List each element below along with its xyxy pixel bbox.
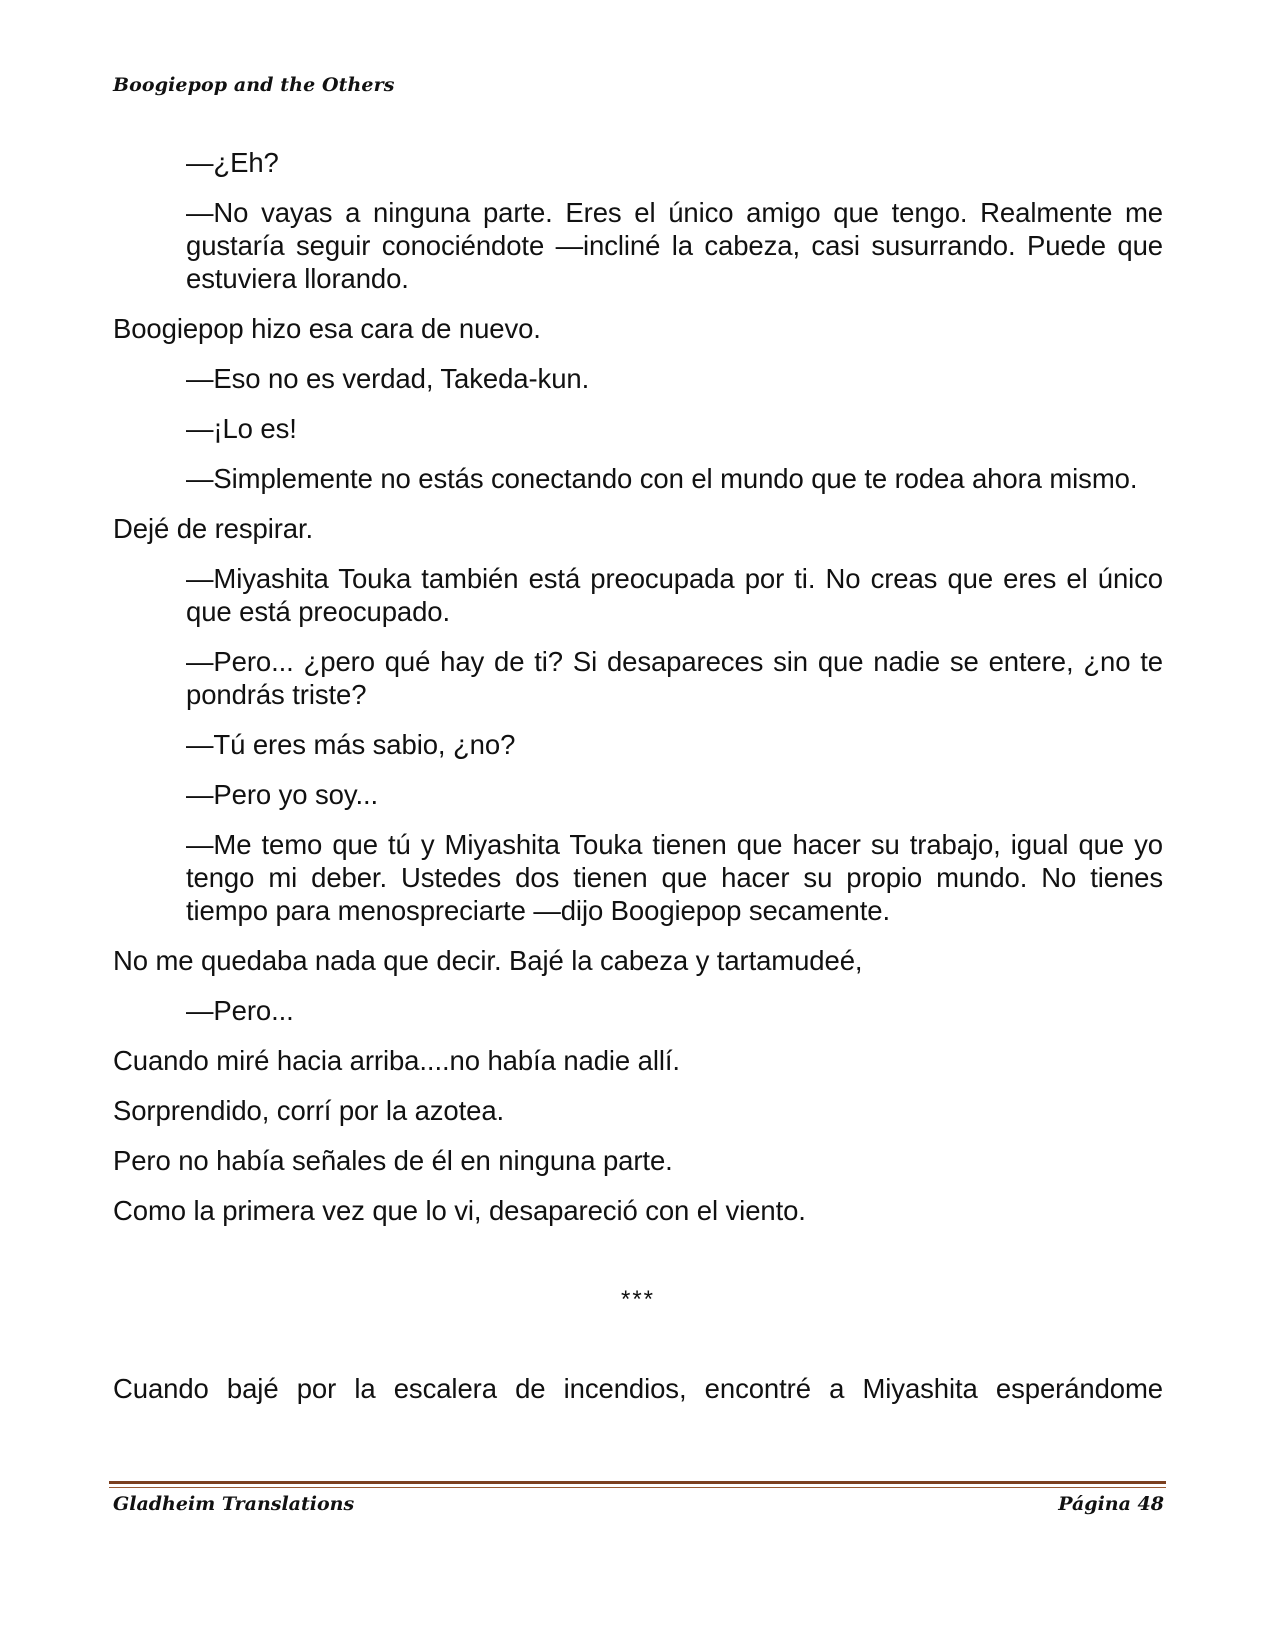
dialog-paragraph: —Eso no es verdad, Takeda-kun.: [186, 363, 590, 394]
dialog-paragraph: —Me temo que tú y Miyashita Touka tienen que hacer su trabajo, igual que yo tengo mi deber. Ustedes dos tienen que hacer su propio mundo. No tienes tiempo para menospreciarte —dijo Boogiepop secamente.: [186, 829, 1163, 926]
page-number: Página 48: [1058, 1493, 1164, 1515]
narrative-paragraph: Boogiepop hizo esa cara de nuevo.: [113, 313, 541, 344]
dialog-paragraph: —Miyashita Touka también está preocupada por ti. No creas que eres el único que está preocupado.: [186, 563, 1163, 627]
narrative-paragraph: Cuando miré hacia arriba....no había nadie allí.: [113, 1045, 680, 1076]
continued-paragraph: Cuando bajé por la escalera de incendios, encontré a Miyashita esperándome: [113, 1373, 1163, 1404]
running-header-title: Boogiepop and the Others: [113, 74, 395, 96]
narrative-paragraph: Como la primera vez que lo vi, desapareció con el viento.: [113, 1195, 806, 1226]
dialog-paragraph: —¿Eh?: [186, 147, 279, 178]
scene-separator: ***: [620, 1286, 656, 1313]
footer-credit: Gladheim Translations: [113, 1493, 355, 1515]
dialog-paragraph: —Pero yo soy...: [186, 779, 379, 810]
narrative-paragraph: No me quedaba nada que decir. Bajé la cabeza y tartamudeé,: [113, 945, 863, 976]
dialog-paragraph: —Tú eres más sabio, ¿no?: [186, 729, 516, 760]
body-text: [113, 146, 1163, 1422]
dialog-paragraph: —¡Lo es!: [186, 413, 297, 444]
dialog-paragraph: —Simplemente no estás conectando con el mundo que te rodea ahora mismo.: [186, 463, 1138, 494]
narrative-paragraph: Sorprendido, corrí por la azotea.: [113, 1095, 505, 1126]
dialog-paragraph: —Pero...: [186, 995, 294, 1026]
dialog-paragraph: —Pero... ¿pero qué hay de ti? Si desapareces sin que nadie se entere, ¿no te pondrás triste?: [186, 646, 1163, 710]
narrative-paragraph: Pero no había señales de él en ninguna parte.: [113, 1145, 673, 1176]
narrative-paragraph: Dejé de respirar.: [113, 513, 314, 544]
footer-rule-thin: [109, 1487, 1166, 1488]
footer-rule: [109, 1481, 1166, 1484]
dialog-paragraph: —No vayas a ninguna parte. Eres el único amigo que tengo. Realmente me gustaría seguir conociéndote —incliné la cabeza, casi susurrando. Puede que estuviera llorando.: [186, 197, 1163, 294]
